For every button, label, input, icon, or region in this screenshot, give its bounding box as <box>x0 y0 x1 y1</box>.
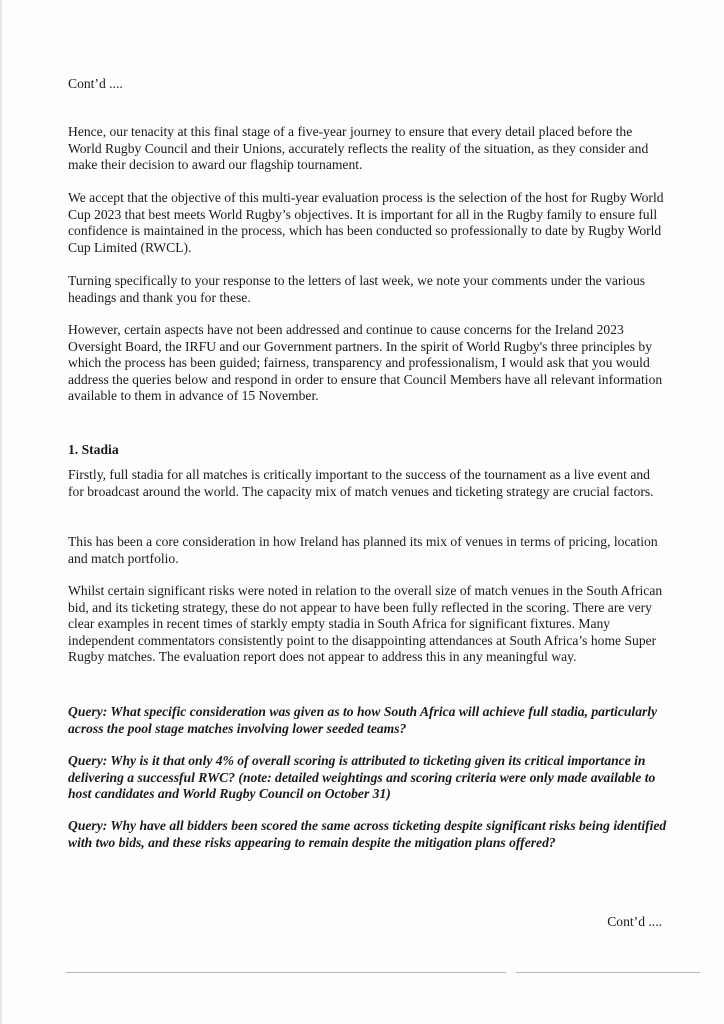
paragraph-intro: Hence, our tenacity at this final stage of a five-year journey to ensure that every detail placed before the World Rugby Council and their Unions, accurately reflects the reality of the situation, as they consider and make their decision to award our flagship tournament. <box>68 124 649 172</box>
paragraph-objective: We accept that the objective of this multi-year evaluation process is the selection of the host for Rugby World Cup 2023 that best meets World Rugby’s objectives. It is important for all in the Rugby family to ensure full confidence is maintained in the process, which has been conducted so professionally to date by Rugby World Cup Limited (RWCL). <box>68 190 664 255</box>
continued-header: Cont’d .... <box>68 76 123 91</box>
footer-rule-right <box>516 972 700 973</box>
paragraph-risks: Whilst certain significant risks were noted in relation to the overall size of match venues in the South African bid, and its ticketing strategy, these do not appear to have been fully reflected in the scoring. There are very clear examples in recent times of starkly empty stadia in South Africa for significant fixtures. Many independent commentators consistently point to the disappointing attendances at South Africa’s home Super Rugby matches. The evaluation report does not appear to address this in any meaningful way. <box>68 583 663 664</box>
paragraph-concerns: However, certain aspects have not been addressed and continue to cause concerns for the Ireland 2023 Oversight Board, the IRFU and our Government partners. In the spirit of World Rugby's three principles by which the process has been guided; fairness, transparency and professionalism, I would ask that you would address the queries below and respond in order to ensure that Council Members have all relevant information available to them in advance of 15 November. <box>68 322 663 403</box>
continued-footer: Cont’d .... <box>607 914 662 929</box>
query-full-stadia: Query: What specific consideration was given as to how South Africa will achieve full stadia, particularly across the pool stage matches involving lower seeded teams? <box>68 704 658 736</box>
paragraph-full-stadia: Firstly, full stadia for all matches is critically important to the success of the tournament as a live event and for broadcast around the world. The capacity mix of match venues and ticketing strategy are crucial factors. <box>68 467 654 499</box>
section-heading-stadia: 1. Stadia <box>68 442 119 457</box>
page-edge-shadow <box>0 0 2 1024</box>
query-ticketing-weight: Query: Why is it that only 4% of overall scoring is attributed to ticketing given its critical importance in delivering a successful RWC? (note: detailed weightings and scoring criteria were only made available to host candidates and World Rugby Council on October 31) <box>68 753 656 801</box>
paragraph-response: Turning specifically to your response to the letters of last week, we note your comments under the various headings and thank you for these. <box>68 273 646 305</box>
footer-rule-left <box>66 972 506 973</box>
paragraph-venue-mix: This has been a core consideration in how Ireland has planned its mix of venues in terms of pricing, location and match portfolio. <box>68 534 658 566</box>
query-ticketing-scoring: Query: Why have all bidders been scored the same across ticketing despite significant risks being identified with two bids, and these risks appearing to remain despite the mitigation plans offered? <box>68 818 667 850</box>
